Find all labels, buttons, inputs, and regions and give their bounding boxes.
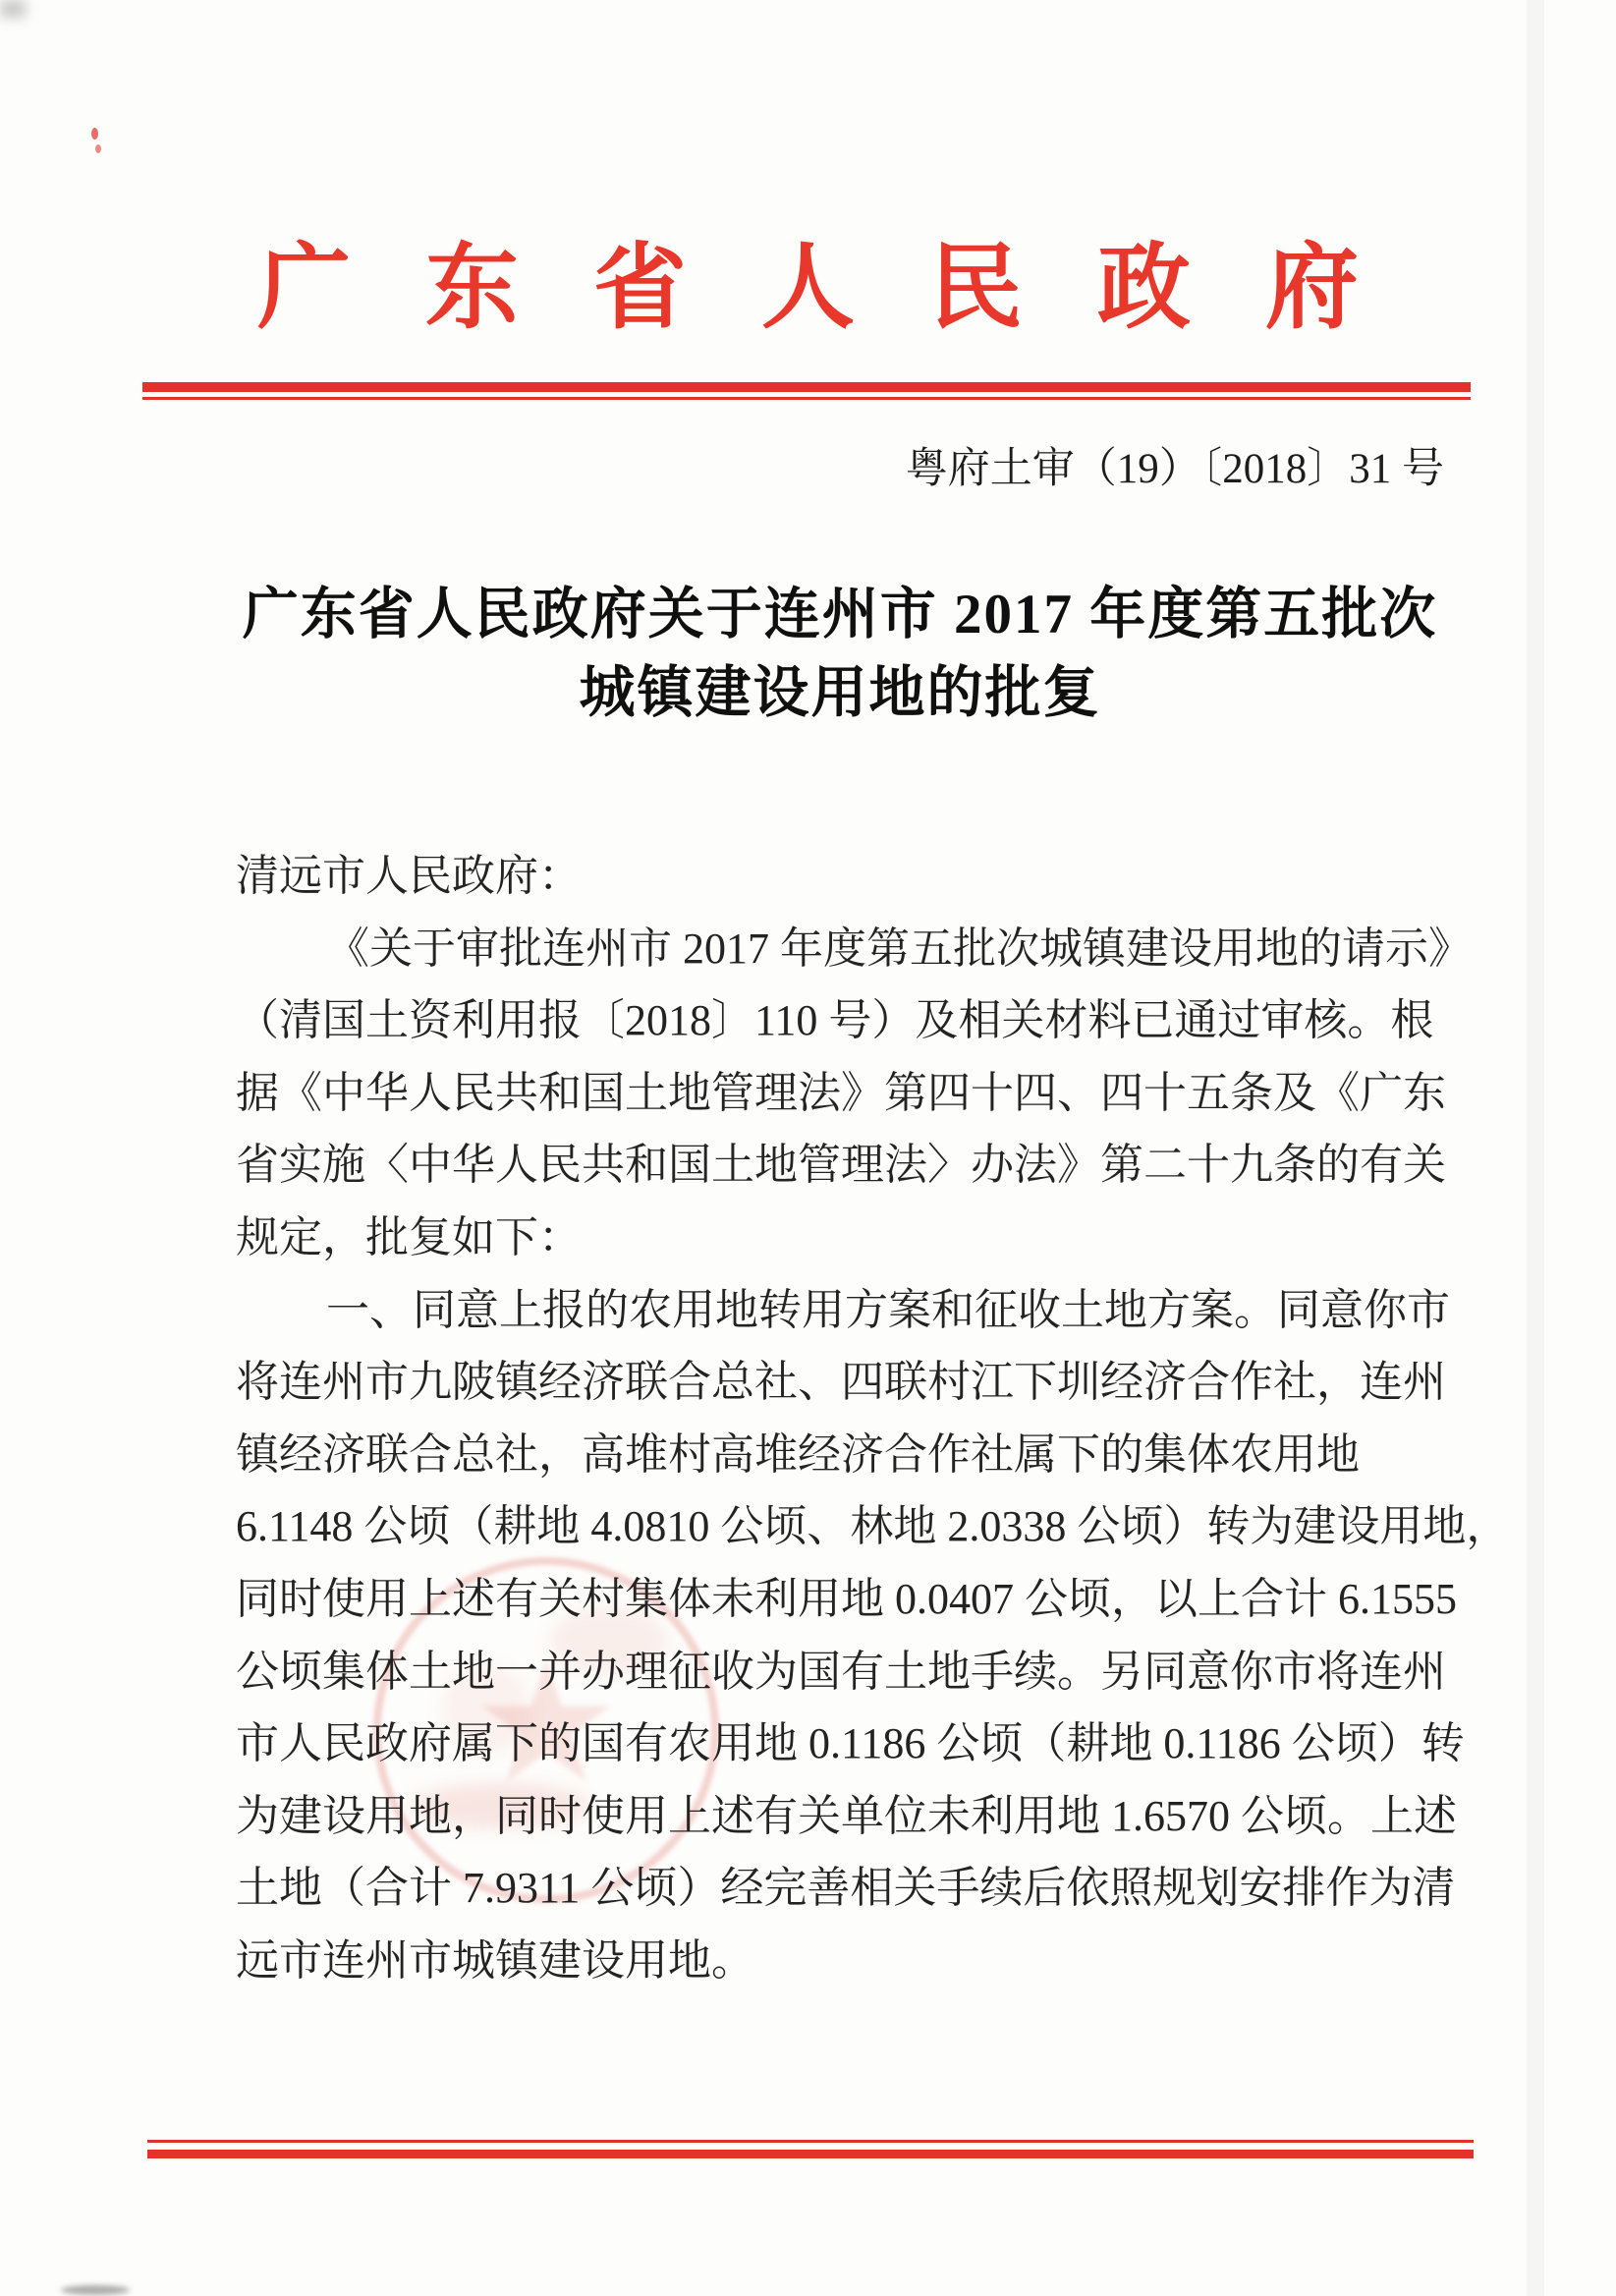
scan-red-speck [95, 144, 101, 153]
body-text [236, 840, 1510, 1997]
body-line: 同时使用上述有关村集体未利用地 0.0407 公顷，以上合计 6.1555 [236, 1574, 1457, 1623]
letterhead-rule-thin [142, 397, 1471, 400]
body-line: 土地（合计 7.9311 公顷）经完善相关手续后依照规划安排作为清 [236, 1864, 1456, 1913]
body-line-salutation: 清远市人民政府： [236, 852, 582, 900]
body-line: （清国土资利用报〔2018〕110 号）及相关材料已通过审核。根 [236, 996, 1434, 1045]
body-line: 一、同意上报的农用地转用方案和征收土地方案。同意你市 [326, 1285, 1450, 1334]
footer-rule-thin [147, 2140, 1474, 2143]
letterhead-rule-thick [142, 382, 1471, 392]
footer-rule-thick [147, 2150, 1474, 2158]
scan-red-speck [91, 128, 98, 140]
doc-title-line2: 城镇建设用地的批复 [579, 662, 1101, 724]
scan-bottom-smudge [61, 2285, 130, 2295]
body-line: 《关于审批连州市 2017 年度第五批次城镇建设用地的请示》 [326, 924, 1472, 973]
body-line: 规定，批复如下： [236, 1212, 582, 1261]
seal-star-icon: ★ [471, 1626, 622, 1821]
body-line: 公顷集体土地一并办理征收为国有土地手续。另同意你市将连州 [236, 1647, 1446, 1696]
letterhead-issuer-text: 广东省人民政府 [256, 236, 1433, 340]
body-line: 省实施〈中华人民共和国土地管理法〉办法》第二十九条的有关 [236, 1141, 1446, 1190]
body-line: 据《中华人民共和国土地管理法》第四十四、四十五条及《广东 [236, 1068, 1446, 1117]
doc-number: 粤府土审（19）〔2018〕31 号 [905, 446, 1444, 492]
body-line: 6.1148 公顷（耕地 4.0810 公顷、林地 2.0338 公顷）转为建设用地， [236, 1502, 1510, 1551]
letterhead-issuer [0, 234, 1616, 342]
scan-streak [1527, 0, 1544, 2296]
body-line: 远市连州市城镇建设用地。 [236, 1935, 754, 1985]
doc-title [236, 576, 1444, 733]
body-line: 市人民政府属下的国有农用地 0.1186 公顷（耕地 0.1186 公顷）转 [236, 1719, 1465, 1768]
body-line: 为建设用地，同时使用上述有关单位未利用地 1.6570 公顷。上述 [236, 1791, 1457, 1840]
scan-corner-smudge [0, 0, 26, 18]
body-line: 镇经济联合总社，高堆村高堆经济合作社属下的集体农用地 [236, 1429, 1360, 1479]
doc-title-line1: 广东省人民政府关于连州市 2017 年度第五批次 [242, 584, 1438, 645]
body-line: 将连州市九陂镇经济联合总社、四联村江下圳经济合作社，连州 [236, 1358, 1446, 1407]
